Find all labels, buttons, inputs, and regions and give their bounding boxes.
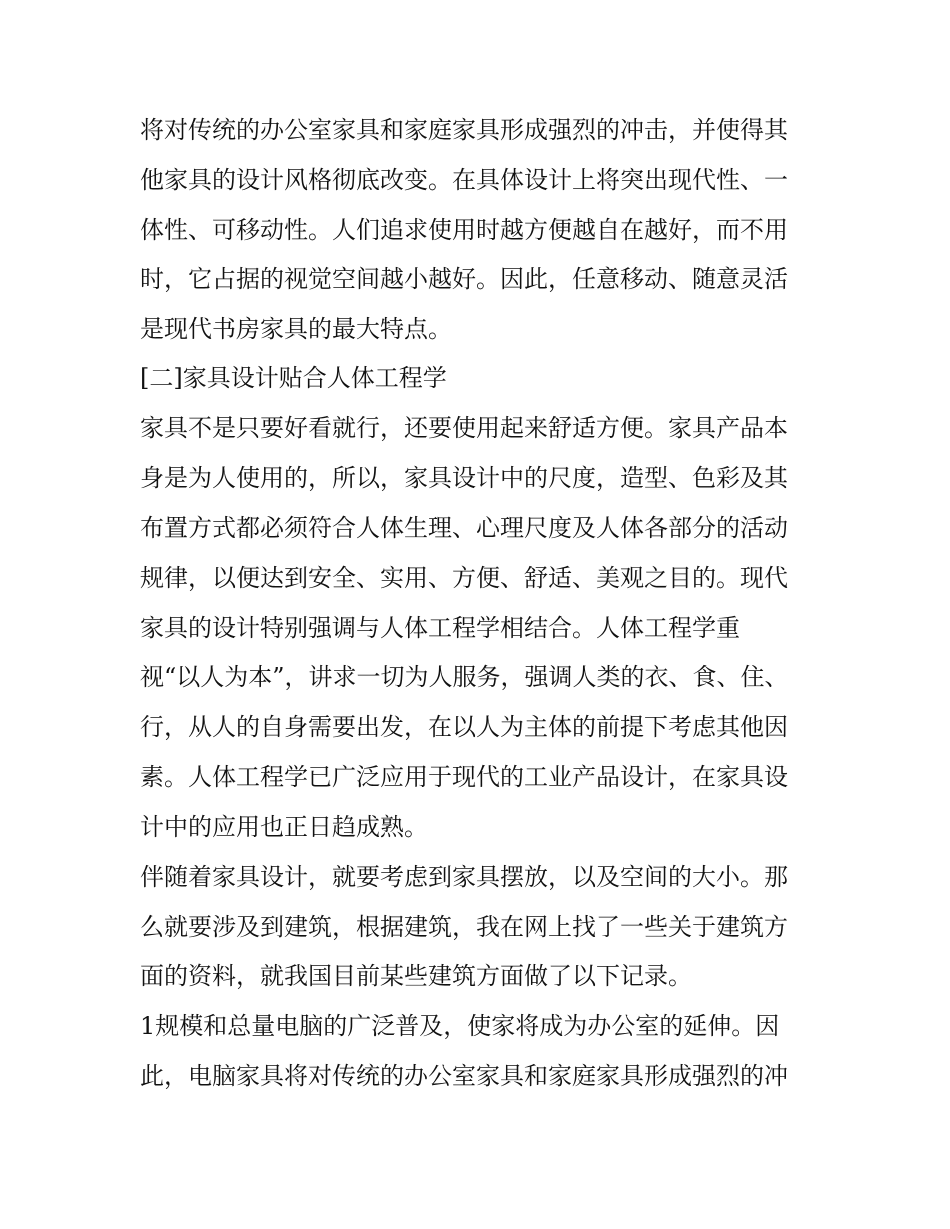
text-line: 此，电脑家具将对传统的办公室家具和家庭家具形成强烈的冲 [140,1062,788,1090]
text-line: 时，它占据的视觉空间越小越好。因此，任意移动、随意灵活 [140,265,788,293]
text-line: 1规模和总量电脑的广泛普及，使家将成为办公室的延伸。因 [140,1012,780,1040]
text-line: 家具不是只要好看就行，还要使用起来舒适方便。家具产品本 [140,414,788,442]
text-line: 伴随着家具设计，就要考虑到家具摆放，以及空间的大小。那 [140,863,788,891]
text-line: 家具的设计特别强调与人体工程学相结合。人体工程学重 [140,614,740,642]
text-line: 素。人体工程学已广泛应用于现代的工业产品设计，在家具设 [140,763,788,791]
text-line: 将对传统的办公室家具和家庭家具形成强烈的冲击，并使得其 [140,116,788,144]
text-line: 面的资料，就我国目前某些建筑方面做了以下记录。 [140,962,692,990]
text-line: 体性、可移动性。人们追求使用时越方便越自在越好，而不用 [140,216,788,244]
text-line: 计中的应用也正日趋成熟。 [140,813,428,841]
text-line: 身是为人使用的，所以，家具设计中的尺度，造型、色彩及其 [140,464,788,492]
text-line: 布置方式都必须符合人体生理、心理尺度及人体各部分的活动 [140,514,788,542]
text-line: 是现代书房家具的最大特点。 [140,315,452,343]
text-line: 他家具的设计风格彻底改变。在具体设计上将突出现代性、一 [140,166,788,194]
section-heading: [二]家具设计贴合人体工程学 [140,364,447,392]
text-line: 行，从人的自身需要出发，在以人为主体的前提下考虑其他因 [140,713,788,741]
text-line: 规律，以便达到安全、实用、方便、舒适、美观之目的。现代 [140,564,788,592]
text-line: 么就要涉及到建筑，根据建筑，我在网上找了一些关于建筑方 [140,913,788,941]
text-line: 视“以人为本”，讲求一切为人服务，强调人类的衣、食、住、 [140,663,789,691]
